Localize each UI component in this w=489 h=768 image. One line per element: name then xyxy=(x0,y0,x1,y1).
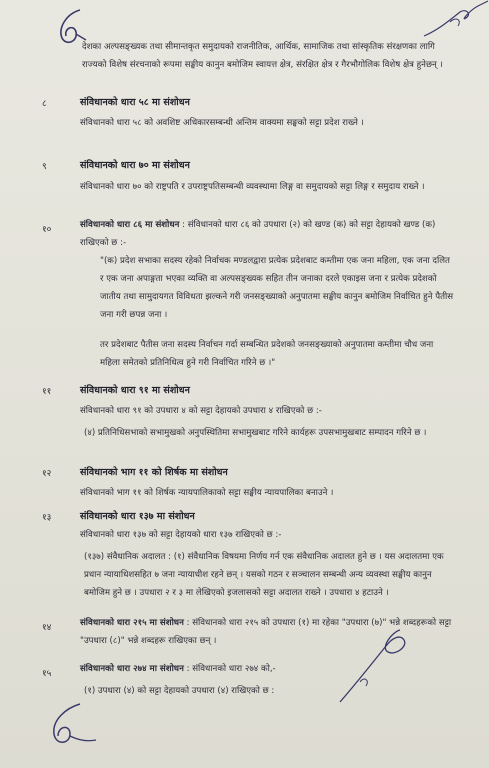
section-sub-clause xyxy=(84,682,456,700)
section-body xyxy=(80,402,456,420)
section-heading: संविधानको धारा ९१ मा संशोधन xyxy=(80,385,190,396)
section-body-text: संविधानको भाग ११ को शिर्षक न्यायपालिकाको सट्टा सङ्घीय न्यायपालिका बनाउने । xyxy=(80,488,334,498)
section-number: १० xyxy=(42,225,52,235)
section-heading-line xyxy=(80,614,456,650)
section-body-text: संविधानको धारा ५८ को अवशिष्ट अधिकारसम्बन्धी अन्तिम वाक्यमा सङ्घको सट्टा प्रदेश राख्ने । xyxy=(80,118,364,128)
quote-text: "(क) प्रदेश सभाका सदस्य रहेको निर्वाचक मण्डलद्वारा प्रत्येक प्रदेशबाट कम्तीमा एक जना महिला, एक जना दलित र एक जना अपाङ्गता भएका व्यक्ति वा अल्पसङ्ख्यक सहित तीन जनाका दरले एकाइस जना र प्रत्येक प्रदेशको जातीय तथा सामुदायगत विविधता झल्कने गरी जनसङ्ख्याको अनुपातमा सङ्घीय कानुन बमोजिम निर्वाचित हुने पैतीस जना गरी छपन्न जना । xyxy=(100,256,454,320)
handwritten-signature-top xyxy=(420,0,489,40)
section-body-text: संविधानको धारा ९१ को उपधारा ४ को सट्टा देहायको उपधारा ४ राखिएको छ :- xyxy=(80,406,322,416)
handwritten-initial-bottom-left xyxy=(40,700,100,750)
section-heading-line xyxy=(80,216,456,252)
section-body xyxy=(80,178,456,196)
section-number: १३ xyxy=(42,513,52,523)
section-heading-rest: : संविधानको धारा ८६ को उपधारा (२) को खण्ड (क) को सट्टा देहायको खण्ड (क) राखिएको छ :- xyxy=(80,220,436,248)
section-heading-line xyxy=(80,660,456,678)
section-heading: संविधानको धारा २७४ मा संशोधन xyxy=(80,664,184,674)
section-number: ११ xyxy=(42,387,52,397)
section-body-text: संविधानको धारा ७० को राष्ट्रपति र उपराष्ट्रपतिसम्बन्धी व्यवस्थामा लिङ्ग वा समुदायको सट्टा लिङ्ग र समुदाय राख्ने । xyxy=(80,182,425,192)
quote-text: तर प्रदेशबाट पैतीस जना सदस्य निर्वाचन गर्दा सम्बन्धित प्रदेशको जनसङ्ख्याको अनुपातमा कम्तीमा चौध जना महिला समेतको प्रतिनिधित्व हुने गरी निर्वाचित गरिने छ ।" xyxy=(100,340,434,368)
opening-paragraph xyxy=(82,38,458,74)
section-number: ९ xyxy=(42,162,47,172)
section-heading: संविधानको भाग ११ को शिर्षक मा संशोधन xyxy=(80,467,228,478)
section-body xyxy=(80,526,456,544)
section-number: १५ xyxy=(42,669,52,679)
section-quote xyxy=(100,252,454,324)
section-number: १४ xyxy=(42,623,52,633)
section-heading: संविधानको धारा २१५ मा संशोधन xyxy=(80,618,184,628)
section-heading: संविधानको धारा ७० मा संशोधन xyxy=(80,160,190,171)
section-number: ८ xyxy=(42,99,47,109)
section-body xyxy=(80,114,456,132)
section-body xyxy=(80,484,456,502)
section-number: १२ xyxy=(42,469,52,479)
section-heading-rest: : संविधानको धारा २१५ को उपधारा (१) मा रहेका "उपधारा (७)" भन्ने शब्दहरूको सट्टा "उपधारा (८)" भन्ने शब्दहरू राखिएका छन् । xyxy=(80,618,452,646)
section-heading: संविधानको धारा १३७ मा संशोधन xyxy=(80,511,195,522)
section-sub-clause xyxy=(84,424,456,442)
opening-text: देशका अल्पसङ्ख्यक तथा सीमान्तकृत समुदायको राजनीतिक, आर्थिक, सामाजिक तथा सांस्कृतिक संरक्षणका लागि राज्यको विशेष संरचनाको रूपमा सङ्घीय कानुन बमोजिम स्वायत्त क्षेत्र, संरक्षित क्षेत्र र गैरभौगोलिक विशेष क्षेत्र हुनेछन् । xyxy=(82,42,443,70)
section-heading: संविधानको धारा ८६ मा संशोधन xyxy=(80,220,180,230)
sub-clause-text: (१) उपधारा (४) को सट्टा देहायको उपधारा (४) राखिएको छ : xyxy=(84,686,275,696)
section-sub-clause xyxy=(84,548,456,602)
sub-clause-text: (१३७) संवैधानिक अदालत : (१) संवैधानिक विषयमा निर्णय गर्न एक संवैधानिक अदालत हुने छ । यस अदालतमा एक प्रधान न्यायाधिशसहित ७ जना न्यायाधीश रहने छन् । यसको गठन र सञ्चालन सम्बन्धी अन्य व्यवस्था सङ्घीय कानुन बमोजिम हुने छ । उपधारा २ र ३ मा लेखिएको इजलासको सट्टा अदालत राख्ने । उपधारा ४ हटाउने । xyxy=(84,552,444,598)
sub-clause-text: (४) प्रतिनिधिसभाको सभामुखको अनुपस्थितिमा सभामुखबाट गरिने कार्यहरू उपसभामुखबाट सम्पादन गरिने छ । xyxy=(84,428,427,438)
section-quote-proviso xyxy=(100,336,454,372)
section-heading-rest: : संविधानको धारा २७४ को,- xyxy=(186,664,276,674)
section-body-text: संविधानको धारा १३७ को सट्टा देहायको धारा १३७ राखिएको छ :- xyxy=(80,530,282,540)
section-heading: संविधानको धारा ५८ मा संशोधन xyxy=(80,97,190,108)
